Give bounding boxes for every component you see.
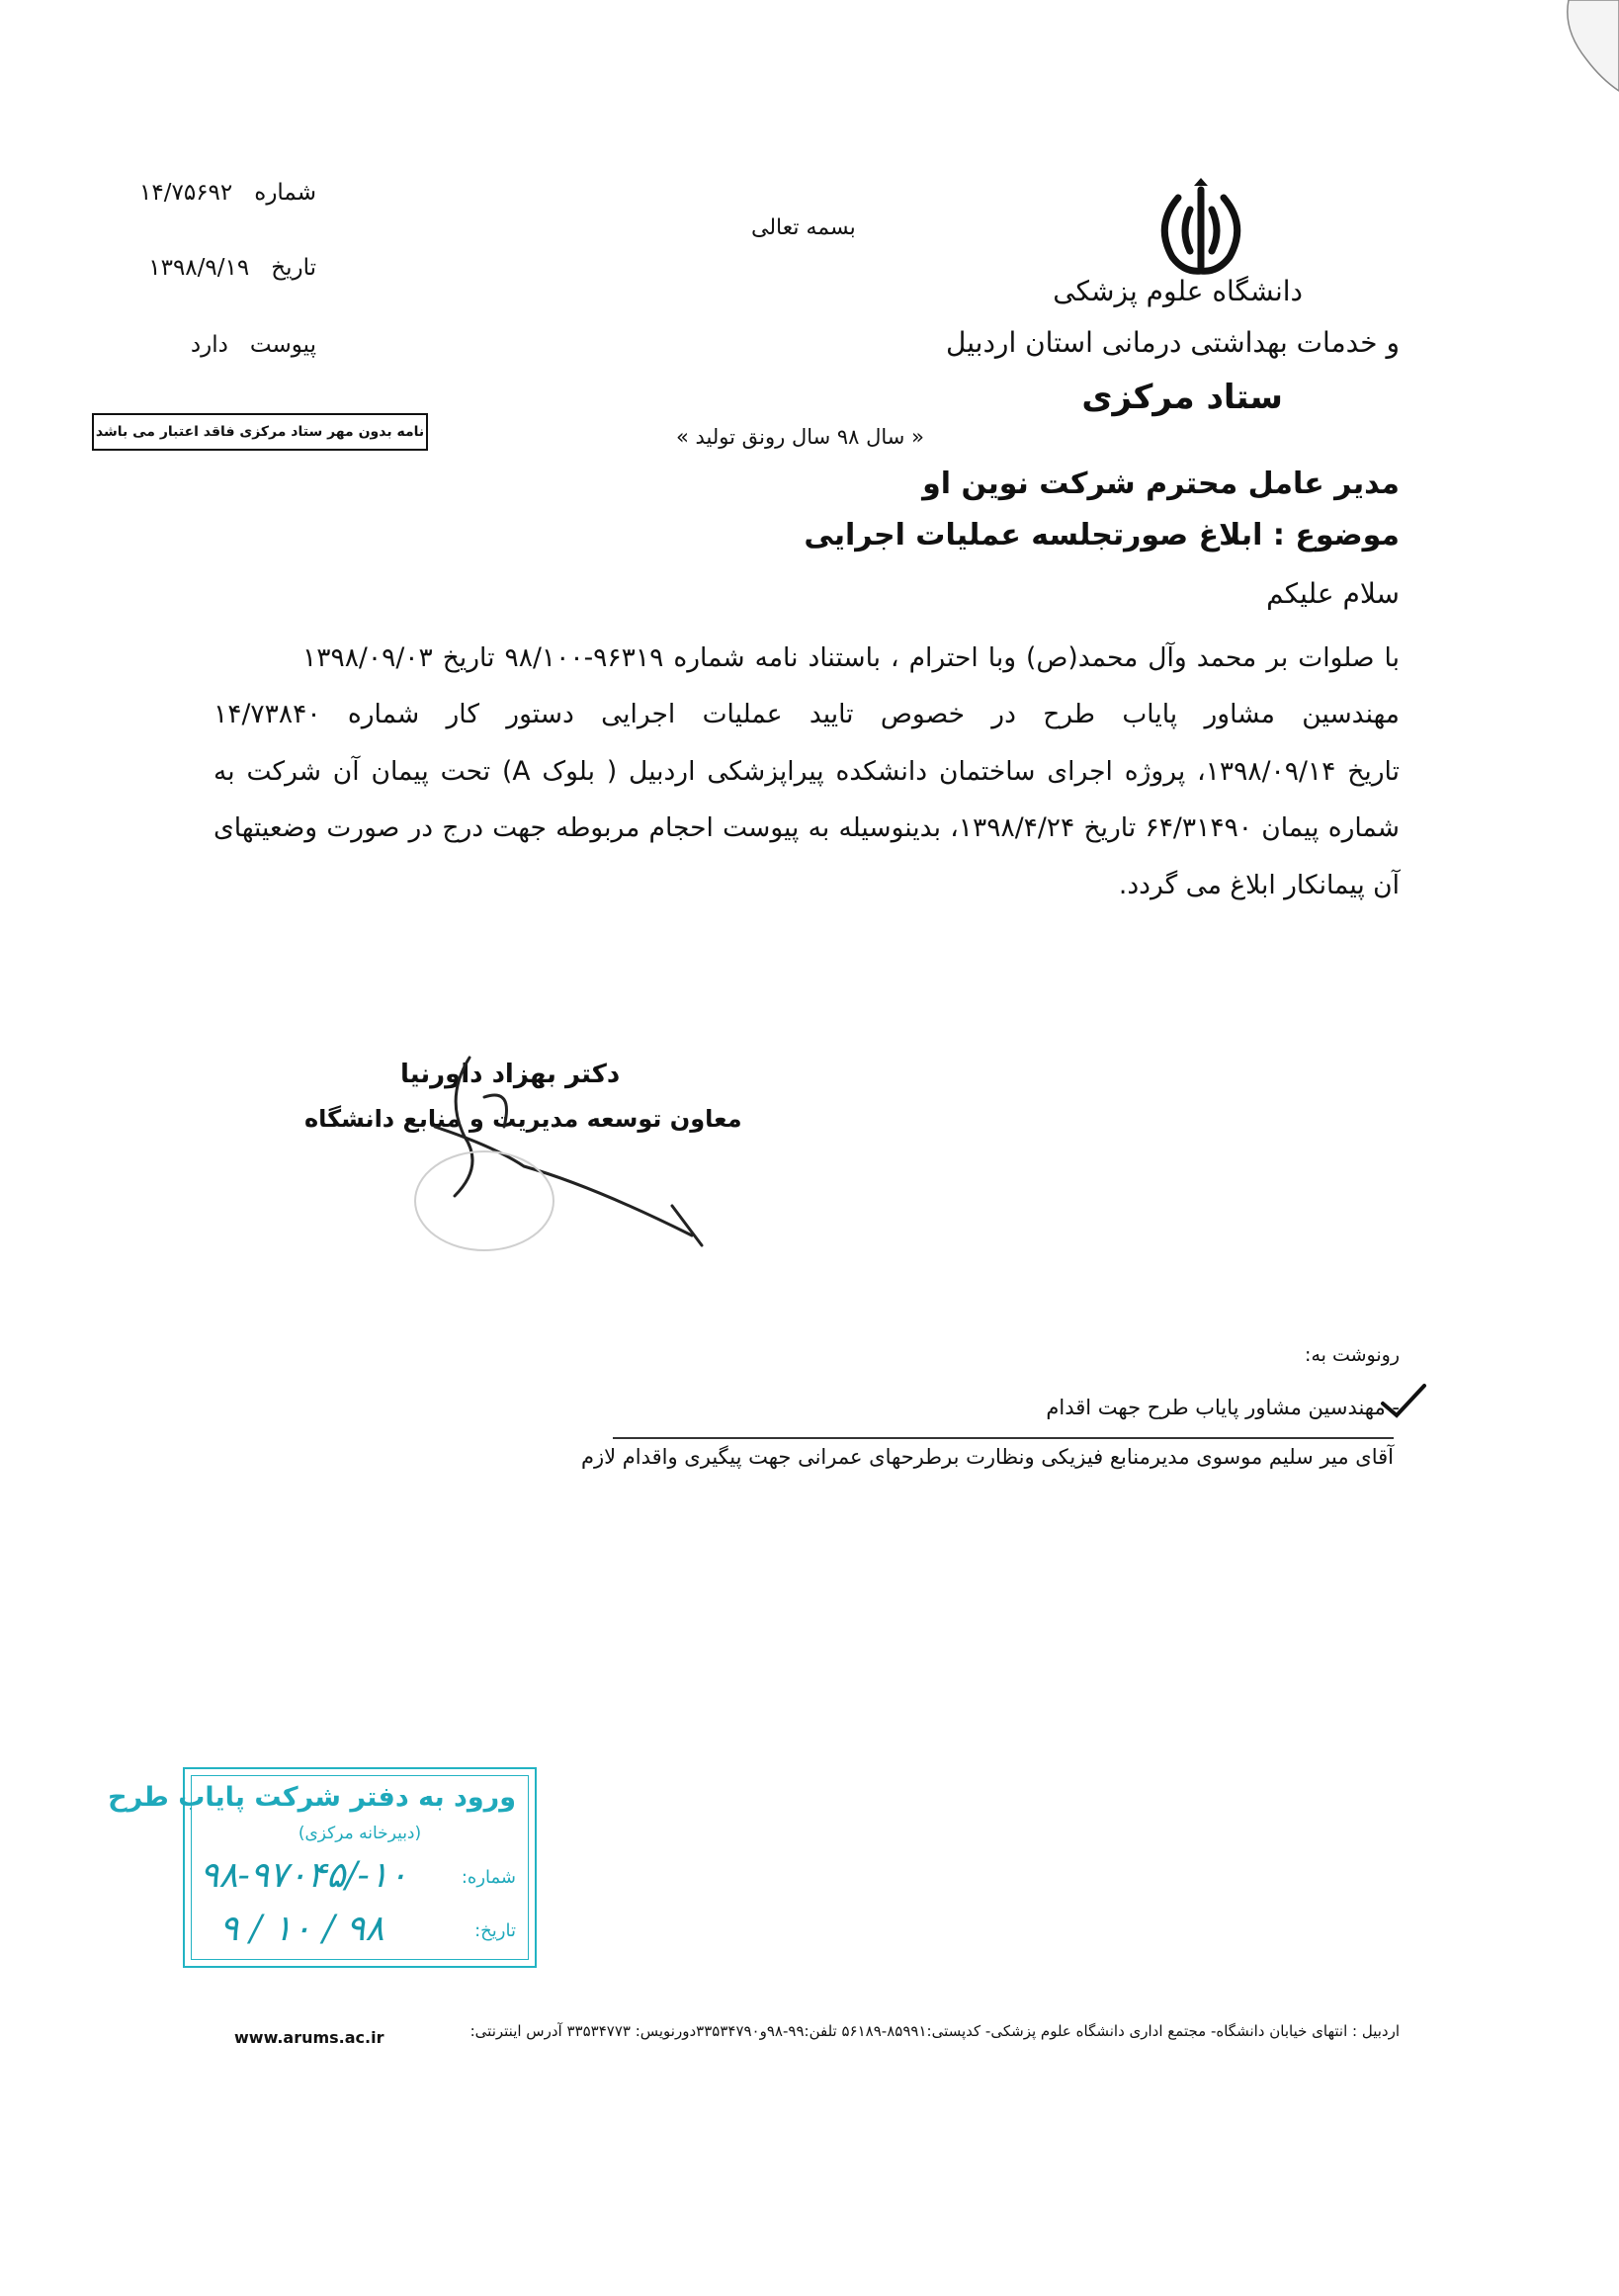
cc-label: رونوشت به: — [1305, 1344, 1400, 1366]
letter-date — [119, 255, 316, 281]
year-slogan: « سال ۹۸ سال رونق تولید » — [676, 425, 924, 449]
greeting: سلام علیکم — [1266, 577, 1400, 610]
body-line: شماره پیمان ۶۴/۳۱۴۹۰ تاریخ ۱۳۹۸/۴/۲۴، بدینوسیله به پیوست احجام مربوطه جهت درج در صورت وضعیتهای — [213, 812, 1401, 843]
received-stamp-date-value: ۹۸ / ۱۰ / ۹ — [219, 1909, 384, 1949]
recipient: مدیر عامل محترم شرکت نوین او — [922, 467, 1400, 501]
page-curl-icon — [1557, 0, 1619, 99]
iran-emblem-icon — [1147, 176, 1255, 285]
university-name: دانشگاه علوم پزشکی — [1053, 275, 1303, 307]
letter-number-value: ۱۴/۷۵۶۹۲ — [139, 180, 233, 206]
letter-number-label: شماره — [254, 180, 316, 206]
signer-name: دکتر بهزاد داورنیا — [400, 1060, 621, 1089]
office-name: ستاد مرکزی — [1081, 378, 1283, 417]
received-stamp-number-value: ۱۰-/۹۸-۹۷۰۴۵ — [200, 1855, 408, 1896]
received-stamp-date-label: تاریخ: — [474, 1920, 516, 1941]
letter-attachment-label: پیوست — [249, 332, 316, 358]
signature-scribble — [376, 1038, 712, 1275]
received-stamp-number-label: شماره: — [461, 1867, 516, 1888]
letter-date-label: تاریخ — [271, 255, 316, 281]
footer-website[interactable]: www.arums.ac.ir — [234, 2028, 384, 2047]
received-stamp — [108, 1767, 537, 1968]
basmala: بسمه تعالی — [751, 215, 856, 240]
stamp-validity-notice: نامه بدون مهر ستاد مرکزی فاقد اعتبار می باشد — [92, 413, 428, 451]
letter-number — [119, 180, 316, 206]
university-subtitle: و خدمات بهداشتی درمانی استان اردبیل — [946, 326, 1400, 359]
received-stamp-frame — [108, 1775, 529, 1960]
received-stamp-title: ورود به دفتر شرکت پایاب طرح — [108, 1782, 516, 1813]
letter-attachment-value: دارد — [190, 332, 228, 358]
signer-title: معاون توسعه مدیریت و منابع دانشگاه — [304, 1105, 742, 1133]
subject: موضوع : ابلاغ صورتجلسه عملیات اجرایی — [804, 518, 1400, 553]
received-stamp-subtitle: (دبیرخانه مرکزی) — [298, 1824, 422, 1843]
letter-date-value: ۱۳۹۸/۹/۱۹ — [148, 255, 250, 281]
body-line: تاریخ ۱۳۹۸/۰۹/۱۴، پروژه اجرای ساختمان دانشکده پیراپزشکی اردبیل ( بلوک A) تحت پیمان آن شرکت به — [213, 756, 1400, 787]
cc-item: آقای میر سلیم موسوی مدیرمنابع فیزیکی ونظارت برطرحهای عمرانی جهت پیگیری واقدام لازم — [580, 1445, 1394, 1469]
footer-address: اردبیل : انتهای خیابان دانشگاه- مجتمع اداری دانشگاه علوم پزشکی- کدپستی:۸۵۹۹۱-۵۶۱۸۹ تلفن:۹۹-۹۸و۳۳۵۳۴۷۹۰دورنویس: ۳۳۵۳۴۷۷۳ آدرس اینترنتی: — [469, 2022, 1400, 2040]
body-line: مهندسین مشاور پایاب طرح در خصوص تایید عملیات اجرایی دستور کار شماره ۱۴/۷۳۸۴۰ — [213, 699, 1400, 729]
letter-attachment — [119, 332, 316, 358]
cc-underline — [613, 1437, 1394, 1439]
cc-item: - مهندسین مشاور پایاب طرح جهت اقدام — [1046, 1396, 1400, 1419]
body-line: با صلوات بر محمد وآل محمد(ص) وبا احترام ، باستناد نامه شماره ۹۶۳۱۹-۹۸/۱۰۰ تاریخ ۱۳۹۸/۰۹/۰۳ — [302, 642, 1400, 673]
body-line: آن پیمانکار ابلاغ می گردد. — [1118, 870, 1400, 900]
